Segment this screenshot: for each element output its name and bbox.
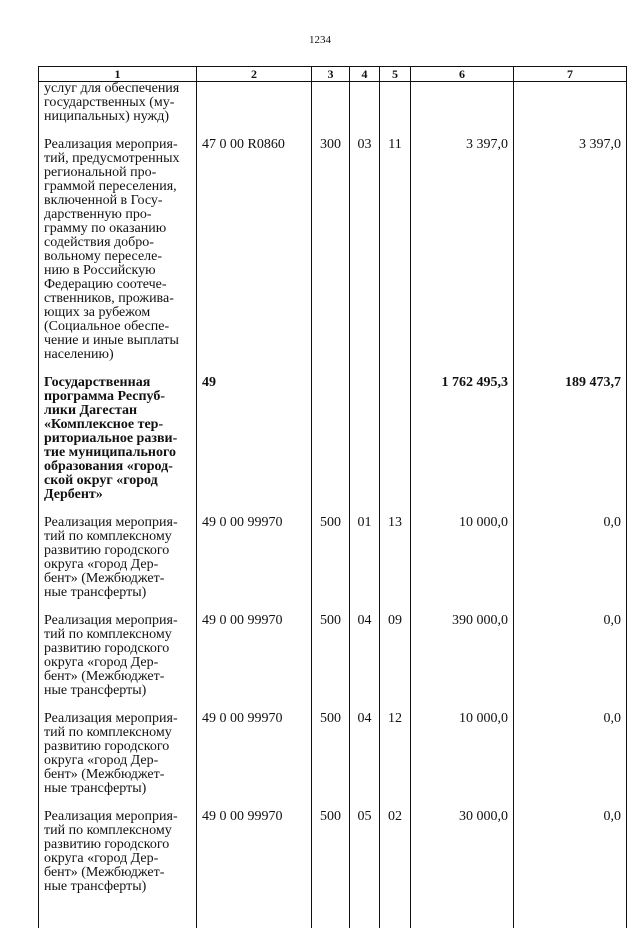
row-subsection-cell xyxy=(380,376,411,516)
row-code-cell: 49 0 00 99970 xyxy=(197,614,312,712)
row-section-cell: 04 xyxy=(350,614,380,712)
row-amount-2-cell: 0,0 xyxy=(514,614,627,712)
row-subsection-cell: 12 xyxy=(380,712,411,810)
budget-table xyxy=(38,66,627,928)
row-section-cell xyxy=(350,376,380,516)
row-name-cell xyxy=(39,138,197,376)
row-subsection-cell: 13 xyxy=(380,516,411,614)
table-body xyxy=(39,82,627,928)
row-subsection-cell: 09 xyxy=(380,614,411,712)
row-amount-1-cell xyxy=(411,82,514,139)
row-subsection-cell: 11 xyxy=(380,138,411,376)
filler-cell xyxy=(312,908,350,928)
row-name-line: ные трансферты) xyxy=(44,782,194,796)
row-name-line: ные трансферты) xyxy=(44,586,194,600)
row-name-line: Федерацию соотече- xyxy=(44,278,194,292)
row-name-line: тий по комплексному xyxy=(44,628,194,642)
row-name-line: содействия добро- xyxy=(44,236,194,250)
table-row xyxy=(39,376,627,516)
row-vr-cell xyxy=(312,82,350,139)
page-number: 1234 xyxy=(0,34,640,46)
row-name-line: региональной про- xyxy=(44,166,194,180)
row-name-line: населению) xyxy=(44,348,194,362)
row-name-line: бент» (Межбюджет- xyxy=(44,866,194,880)
row-vr-cell: 500 xyxy=(312,516,350,614)
filler-cell xyxy=(411,908,514,928)
row-name-line: развитию городского xyxy=(44,544,194,558)
row-vr-cell: 500 xyxy=(312,614,350,712)
row-name-line: нию в Российскую xyxy=(44,264,194,278)
row-name-line: округа «город Дер- xyxy=(44,754,194,768)
row-section-cell xyxy=(350,82,380,139)
row-name-line: «Комплексное тер- xyxy=(44,418,194,432)
row-vr-cell: 500 xyxy=(312,712,350,810)
row-name-line: включенной в Госу- xyxy=(44,194,194,208)
header-row xyxy=(39,67,627,82)
row-name-cell xyxy=(39,82,197,139)
row-section-cell: 05 xyxy=(350,810,380,908)
row-name-line: лики Дагестан xyxy=(44,404,194,418)
header-col-2: 2 xyxy=(197,67,312,82)
table-row xyxy=(39,138,627,376)
row-name-line: тий по комплексному xyxy=(44,824,194,838)
filler-cell xyxy=(197,908,312,928)
row-name-line: программа Респуб- xyxy=(44,390,194,404)
row-name-line: (Социальное обеспе- xyxy=(44,320,194,334)
row-code-cell: 47 0 00 R0860 xyxy=(197,138,312,376)
row-name-line: округа «город Дер- xyxy=(44,558,194,572)
row-name-line: чение и иные выплаты xyxy=(44,334,194,348)
row-name-line: округа «город Дер- xyxy=(44,852,194,866)
row-amount-2-cell: 189 473,7 xyxy=(514,376,627,516)
row-name-line: округа «город Дер- xyxy=(44,656,194,670)
row-name-line: граммой переселения, xyxy=(44,180,194,194)
row-name-line: образования «город- xyxy=(44,460,194,474)
row-name-line: государственных (му- xyxy=(44,96,194,110)
table-row xyxy=(39,614,627,712)
header-col-4: 4 xyxy=(350,67,380,82)
row-name-cell xyxy=(39,376,197,516)
row-subsection-cell: 02 xyxy=(380,810,411,908)
row-subsection-cell xyxy=(380,82,411,139)
row-name-line: грамму по оказанию xyxy=(44,222,194,236)
row-name-line: вольному переселе- xyxy=(44,250,194,264)
row-amount-1-cell: 390 000,0 xyxy=(411,614,514,712)
row-amount-1-cell: 1 762 495,3 xyxy=(411,376,514,516)
table-row xyxy=(39,712,627,810)
table-row xyxy=(39,82,627,139)
row-name-cell xyxy=(39,516,197,614)
row-name-line: ской округ «город xyxy=(44,474,194,488)
row-name-line: тие муниципального xyxy=(44,446,194,460)
table-row xyxy=(39,516,627,614)
row-name-line: ниципальных) нужд) xyxy=(44,110,194,124)
filler-row xyxy=(39,908,627,928)
row-amount-1-cell: 3 397,0 xyxy=(411,138,514,376)
row-name-line: тий по комплексному xyxy=(44,726,194,740)
row-amount-2-cell xyxy=(514,82,627,139)
header-col-5: 5 xyxy=(380,67,411,82)
row-vr-cell: 300 xyxy=(312,138,350,376)
row-name-line: услуг для обеспечения xyxy=(44,82,194,96)
row-name-line: развитию городского xyxy=(44,740,194,754)
row-name-line: Реализация мероприя- xyxy=(44,712,194,726)
row-name-cell xyxy=(39,712,197,810)
table-row xyxy=(39,810,627,908)
row-amount-1-cell: 10 000,0 xyxy=(411,712,514,810)
row-section-cell: 01 xyxy=(350,516,380,614)
row-name-line: ственников, прожива- xyxy=(44,292,194,306)
row-code-cell: 49 0 00 99970 xyxy=(197,712,312,810)
header-col-6: 6 xyxy=(411,67,514,82)
row-name-line: риториальное разви- xyxy=(44,432,194,446)
row-amount-2-cell: 0,0 xyxy=(514,712,627,810)
row-name-line: Реализация мероприя- xyxy=(44,516,194,530)
row-name-line: Реализация мероприя- xyxy=(44,614,194,628)
row-code-cell: 49 0 00 99970 xyxy=(197,516,312,614)
row-name-cell xyxy=(39,810,197,908)
filler-cell xyxy=(380,908,411,928)
row-code-cell: 49 xyxy=(197,376,312,516)
row-name-line: развитию городского xyxy=(44,838,194,852)
header-col-3: 3 xyxy=(312,67,350,82)
row-name-line: ные трансферты) xyxy=(44,880,194,894)
row-amount-1-cell: 10 000,0 xyxy=(411,516,514,614)
row-name-line: развитию городского xyxy=(44,642,194,656)
row-name-line: дарственную про- xyxy=(44,208,194,222)
row-vr-cell: 500 xyxy=(312,810,350,908)
header-col-7: 7 xyxy=(514,67,627,82)
row-name-line: бент» (Межбюджет- xyxy=(44,572,194,586)
row-vr-cell xyxy=(312,376,350,516)
row-name-line: Реализация мероприя- xyxy=(44,138,194,152)
row-name-line: ющих за рубежом xyxy=(44,306,194,320)
filler-cell xyxy=(39,908,197,928)
row-code-cell: 49 0 00 99970 xyxy=(197,810,312,908)
filler-cell xyxy=(514,908,627,928)
row-name-line: ные трансферты) xyxy=(44,684,194,698)
row-amount-2-cell: 3 397,0 xyxy=(514,138,627,376)
row-name-line: Реализация мероприя- xyxy=(44,810,194,824)
row-name-line: бент» (Межбюджет- xyxy=(44,768,194,782)
header-col-1: 1 xyxy=(39,67,197,82)
row-name-line: тий по комплексному xyxy=(44,530,194,544)
row-amount-2-cell: 0,0 xyxy=(514,516,627,614)
row-name-line: Дербент» xyxy=(44,488,194,502)
row-name-cell xyxy=(39,614,197,712)
row-code-cell xyxy=(197,82,312,139)
row-name-line: тий, предусмотренных xyxy=(44,152,194,166)
row-section-cell: 03 xyxy=(350,138,380,376)
row-section-cell: 04 xyxy=(350,712,380,810)
row-name-line: Государственная xyxy=(44,376,194,390)
row-amount-2-cell: 0,0 xyxy=(514,810,627,908)
row-amount-1-cell: 30 000,0 xyxy=(411,810,514,908)
row-name-line: бент» (Межбюджет- xyxy=(44,670,194,684)
filler-cell xyxy=(350,908,380,928)
